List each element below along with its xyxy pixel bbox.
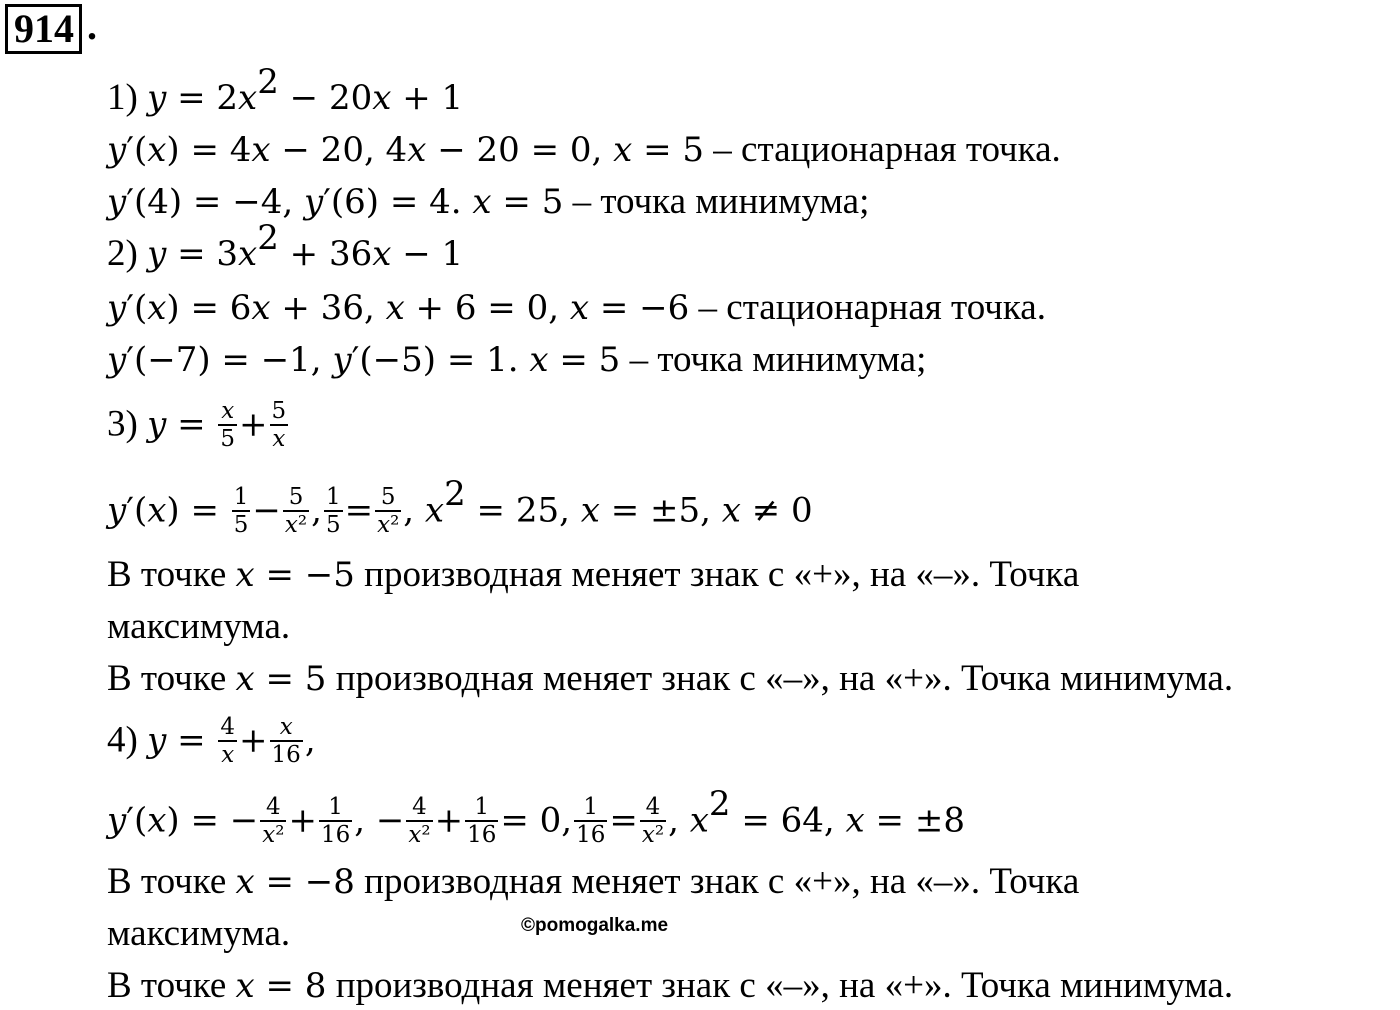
fraction: $\frac{x}{16}$ bbox=[271, 714, 301, 768]
fraction: $\frac{4}{\text{x²}}$ bbox=[262, 794, 285, 848]
item-label-1: 1) bbox=[107, 77, 138, 118]
line-4-function: 4) y = $\frac{4}{x}$ + $\frac{x}{16}$ , bbox=[107, 714, 316, 768]
line-4-maximum-cont bbox=[107, 912, 290, 956]
line-4-maximum: В точке x = −8 производная меняет знак с «+», на «–». Точка bbox=[107, 861, 1080, 902]
text-segment: производная меняет знак с «+», на «–». Точка bbox=[354, 554, 1080, 595]
fraction: $\frac{5}{\text{x²}}$ bbox=[284, 484, 308, 538]
fraction: $\frac{1}{16}$ bbox=[576, 794, 606, 848]
fraction: $\frac{4}{x}$ bbox=[220, 714, 236, 768]
problem-number-text: 914 bbox=[14, 6, 74, 51]
line-3-function: 3) y = $\frac{x}{5}$ + $\frac{5}{x}$ bbox=[107, 398, 287, 452]
item-label-4: 4) bbox=[107, 719, 138, 761]
fraction: $\frac{x}{5}$ bbox=[220, 398, 236, 452]
fraction: $\frac{1}{16}$ bbox=[320, 794, 351, 848]
minimum-point-text: – точка минимума; bbox=[620, 339, 927, 380]
fraction: $\frac{5}{\text{x²}}$ bbox=[377, 484, 400, 538]
line-4-minimum: В точке x = 8 производная меняет знак с «–», на «+». Точка минимума. bbox=[107, 965, 1234, 1006]
stationary-point-text: – стационарная точка. bbox=[689, 287, 1046, 328]
line-3-maximum-cont bbox=[107, 605, 290, 649]
text-segment: производная меняет знак с «–», на «+». Точка минимума. bbox=[326, 658, 1234, 699]
line-2-function: 2) $y = 3x^2 + 36x - 1$ bbox=[107, 217, 464, 274]
stationary-point-text: – стационарная точка. bbox=[704, 129, 1061, 170]
minimum-point-text: – точка минимума; bbox=[563, 181, 870, 222]
line-1-derivative: y′(x) = 4x − 20, 4x − 20 = 0, x = 5 – стационарная точка. bbox=[107, 129, 1061, 170]
line-3-minimum: В точке x = 5 производная меняет знак с «–», на «+». Точка минимума. bbox=[107, 658, 1234, 699]
line-3-derivative: y′(x) = $\frac{1}{5}$ − $\frac{5}{\text{x²}}$ , $\frac{1}{5}$ = $\frac{5}{\text{x²}}$ , $x^2 = 25$, x = ±5, x ≠ 0 bbox=[107, 474, 813, 538]
line-2-derivative: y′(x) = 6x + 36, x + 6 = 0, x = −6 – стационарная точка. bbox=[107, 287, 1046, 328]
line-2-minimum: y′(−7) = −1, y′(−5) = 1. x = 5 – точка минимума; bbox=[107, 339, 927, 380]
text-segment: производная меняет знак с «+», на «–». Точка bbox=[354, 861, 1080, 902]
line-1-minimum: y′(4) = −4, y′(6) = 4. x = 5 – точка минимума; bbox=[107, 181, 870, 222]
fraction: $\frac{1}{5}$ bbox=[325, 484, 341, 538]
problem-number bbox=[5, 4, 82, 54]
problem-number-dot: . bbox=[87, 3, 97, 48]
text-segment: максимума. bbox=[107, 606, 291, 647]
text-segment: В точке bbox=[107, 965, 236, 1006]
text-segment: В точке bbox=[107, 554, 236, 595]
line-4-derivative: y′(x) = − $\frac{4}{\text{x²}}$ + $\frac{1}{16}$ , − $\frac{4}{\text{x²}}$ + $\frac{1}{16}$ = 0, $\frac{1}{16}$ = $\frac{4}{\text{x²}}$ , $x^2 = 64$, x = ±8 bbox=[107, 784, 965, 848]
item-label-3: 3) bbox=[107, 403, 138, 445]
fraction: $\frac{4}{\text{x²}}$ bbox=[641, 794, 665, 848]
line-1-function: 1) $y = 2x^2 - 20x + 1$ bbox=[107, 61, 464, 118]
watermark: ©pomogalka.me bbox=[521, 915, 669, 936]
item-label-2: 2) bbox=[107, 233, 138, 274]
line-3-maximum: В точке x = −5 производная меняет знак с «+», на «–». Точка bbox=[107, 554, 1080, 595]
text-segment: В точке bbox=[107, 658, 236, 699]
fraction: $\frac{1}{5}$ bbox=[233, 484, 249, 538]
fraction: $\frac{4}{\text{x²}}$ bbox=[408, 794, 431, 848]
text-segment: В точке bbox=[107, 861, 236, 902]
text-segment: производная меняет знак с «–», на «+». Точка минимума. bbox=[326, 965, 1234, 1006]
fraction: $\frac{1}{16}$ bbox=[467, 794, 497, 848]
fraction: $\frac{5}{x}$ bbox=[271, 398, 287, 452]
text-segment: максимума. bbox=[107, 913, 291, 954]
